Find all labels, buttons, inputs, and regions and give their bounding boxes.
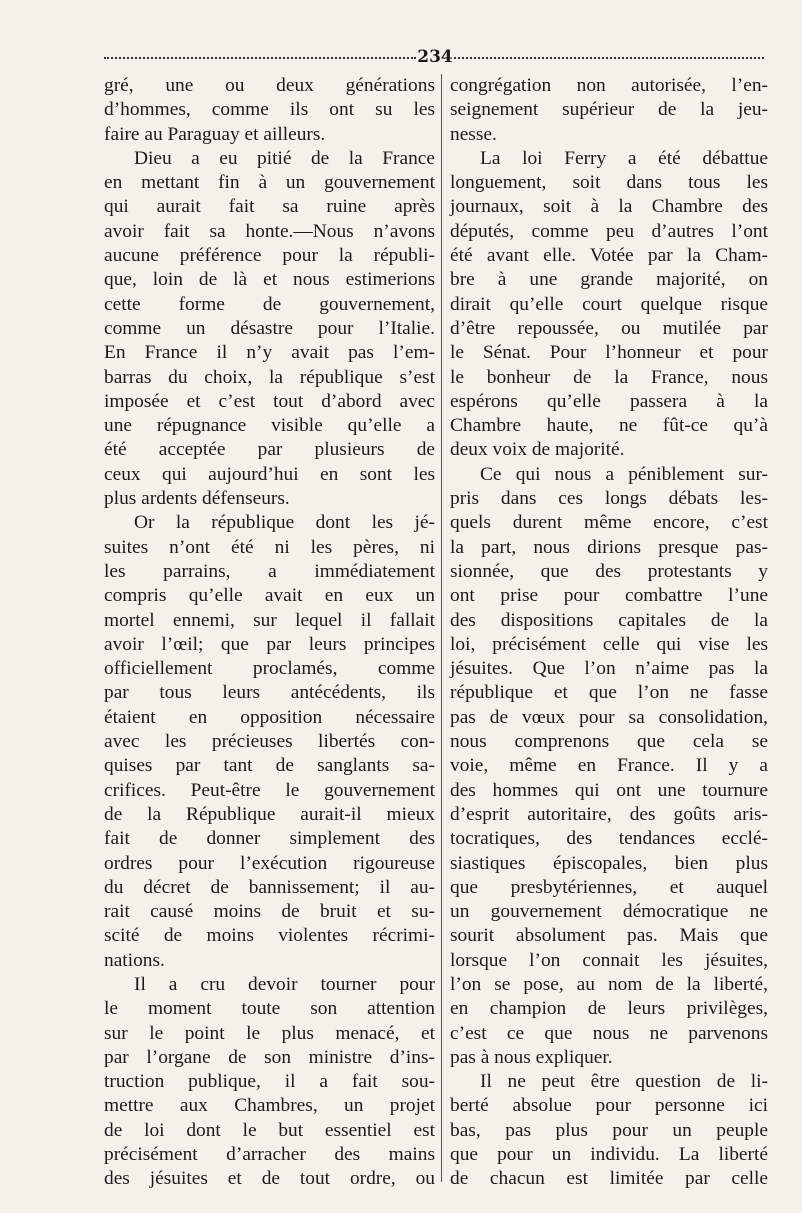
text-line: par l’organe de son ministre d’ins-: [104, 1046, 435, 1068]
text-line: officiellement proclamés, comme: [104, 658, 435, 680]
text-line: ceux qui aujourd’hui en sont les: [104, 463, 435, 485]
text-line: l’on se pose, au nom de la liberté,: [450, 973, 768, 995]
text-line: que pour un individu. La liberté: [450, 1144, 768, 1166]
text-line: le moment toute son attention: [104, 998, 435, 1020]
text-line: d’être repoussée, ou mutilée par: [450, 317, 768, 339]
text-line: jésuites. Que l’on n’aime pas la: [450, 658, 768, 680]
header-rule-left: [104, 57, 416, 59]
text-line: journaux, soit à la Chambre des: [450, 196, 768, 218]
text-line: Or la république dont les jé-: [134, 512, 435, 534]
text-line: Il a cru devoir tourner pour: [134, 973, 435, 995]
text-line: dirait qu’elle court quelque risque: [450, 293, 768, 315]
text-line: Ce qui nous a péniblement sur-: [480, 463, 768, 485]
text-line: nesse.: [450, 123, 497, 145]
text-line: compris qu’elle avait en eux un: [104, 585, 435, 607]
text-line: imposée et c’est tout d’abord avec: [104, 390, 435, 412]
text-line: sionnée, que des protestants y: [450, 560, 768, 582]
text-line: plus ardents défenseurs.: [104, 488, 290, 510]
text-line: des dispositions capitales de la: [450, 609, 768, 631]
text-line: de chacun est limitée par celle: [450, 1168, 768, 1190]
column-divider: [441, 74, 442, 1182]
text-line: des hommes qui ont une tournure: [450, 779, 768, 801]
text-line: du décret de bannissement; il au-: [104, 876, 435, 898]
text-line: longuement, soit dans tous les: [450, 172, 768, 194]
text-line: La loi Ferry a été débattue: [480, 147, 768, 169]
text-line: mortel ennemi, sur lequel il fallait: [104, 609, 435, 631]
text-line: nous comprenons que cela se: [450, 731, 768, 753]
text-line: barras du choix, la république s’est: [104, 366, 435, 388]
text-line: en mettant fin à un gouvernement: [104, 172, 435, 194]
text-line: mettre aux Chambres, un projet: [104, 1095, 435, 1117]
text-line: Dieu a eu pitié de la France: [134, 147, 435, 169]
text-line: députés, comme peu d’autres l’ont: [450, 220, 768, 242]
text-line: que presbytériennes, et auquel: [450, 876, 768, 898]
text-line: c’est ce que nous ne parvenons: [450, 1022, 768, 1044]
text-line: deux voix de majorité.: [450, 439, 625, 461]
text-line: des jésuites et de tout ordre, ou: [104, 1168, 435, 1190]
text-line: rait causé moins de bruit et su-: [104, 901, 435, 923]
text-line: nations.: [104, 949, 165, 971]
text-line: été avant elle. Votée par la Cham-: [450, 245, 768, 267]
page-header: [104, 46, 764, 70]
header-rule-right: [454, 57, 764, 59]
text-line: fait de donner simplement des: [104, 828, 435, 850]
text-line: une répugnance visible qu’elle a: [104, 415, 435, 437]
text-line: espérons qu’elle passera à la: [450, 390, 768, 412]
text-line: les parrains, a immédiatement: [104, 560, 435, 582]
text-line: été acceptée par plusieurs de: [104, 439, 435, 461]
text-line: un gouvernement démocratique ne: [450, 901, 768, 923]
text-line: d’esprit autoritaire, des goûts aris-: [450, 803, 768, 825]
text-line: pas de vœux pour sa consolidation,: [450, 706, 768, 728]
text-line: faire au Paraguay et ailleurs.: [104, 123, 326, 145]
text-line: pris dans ces longs débats les-: [450, 488, 768, 510]
text-line: bas, pas plus pour un peuple: [450, 1119, 768, 1141]
text-line: en champion de leurs privilèges,: [450, 998, 768, 1020]
text-line: le Sénat. Pour l’honneur et pour: [450, 342, 768, 364]
text-line: quels durent même encore, c’est: [450, 512, 768, 534]
text-line: avoir fait sa honte.—Nous n’avons: [104, 220, 435, 242]
text-line: berté absolue pour personne ici: [450, 1095, 768, 1117]
text-line: sur le point le plus menacé, et: [104, 1022, 435, 1044]
page-number: 234: [417, 47, 453, 67]
text-line: comme un désastre pour l’Italie.: [104, 317, 435, 339]
text-line: crifices. Peut-être le gouvernement: [104, 779, 435, 801]
text-line: En France il n’y avait pas l’em-: [104, 342, 435, 364]
text-line: ordres pour l’exécution rigoureuse: [104, 852, 435, 874]
text-line: de loi dont le but essentiel est: [104, 1119, 435, 1141]
right-column: [450, 74, 768, 1192]
text-line: congrégation non autorisée, l’en-: [450, 75, 768, 96]
text-line: truction publique, il a fait sou-: [104, 1071, 435, 1093]
text-line: que, loin de là et nous estimerions: [104, 269, 435, 291]
text-line: république et que l’on ne fasse: [450, 682, 768, 704]
text-line: avoir l’œil; que par leurs principes: [104, 633, 435, 655]
text-line: le bonheur de la France, nous: [450, 366, 768, 388]
text-line: lorsque l’on connait les jésuites,: [450, 949, 768, 971]
text-line: ont prise pour combattre l’une: [450, 585, 768, 607]
text-line: d’hommes, comme ils ont su les: [104, 99, 435, 121]
text-line: loi, précisément celle qui vise les: [450, 633, 768, 655]
text-line: Il ne peut être question de li-: [480, 1071, 768, 1093]
text-line: voie, même en France. Il y a: [450, 755, 768, 777]
text-line: suites n’ont été ni les pères, ni: [104, 536, 435, 558]
text-line: gré, une ou deux générations: [104, 75, 435, 96]
text-line: la part, nous dirions presque pas-: [450, 536, 768, 558]
text-line: étaient en opposition nécessaire: [104, 706, 435, 728]
text-line: qui aurait fait sa ruine après: [104, 196, 435, 218]
text-line: siastiques épiscopales, bien plus: [450, 852, 768, 874]
text-line: scité de moins violentes récrimi-: [104, 925, 435, 947]
text-line: cette forme de gouvernement,: [104, 293, 435, 315]
text-line: bre à une grande majorité, on: [450, 269, 768, 291]
text-line: tocratiques, des tendances ecclé-: [450, 828, 768, 850]
text-line: pas à nous expliquer.: [450, 1046, 613, 1068]
text-line: de la République aurait-il mieux: [104, 803, 435, 825]
text-line: avec les précieuses libertés con-: [104, 731, 435, 753]
text-line: par tous leurs antécédents, ils: [104, 682, 435, 704]
text-line: Chambre haute, ne fût-ce qu’à: [450, 415, 768, 437]
text-line: sourit absolument pas. Mais que: [450, 925, 768, 947]
text-line: quises par tant de sanglants sa-: [104, 755, 435, 777]
text-line: seignement supérieur de la jeu-: [450, 99, 768, 121]
left-column: [104, 74, 435, 1192]
text-line: précisément d’arracher des mains: [104, 1144, 435, 1166]
text-line: aucune préférence pour la républi-: [104, 245, 435, 267]
